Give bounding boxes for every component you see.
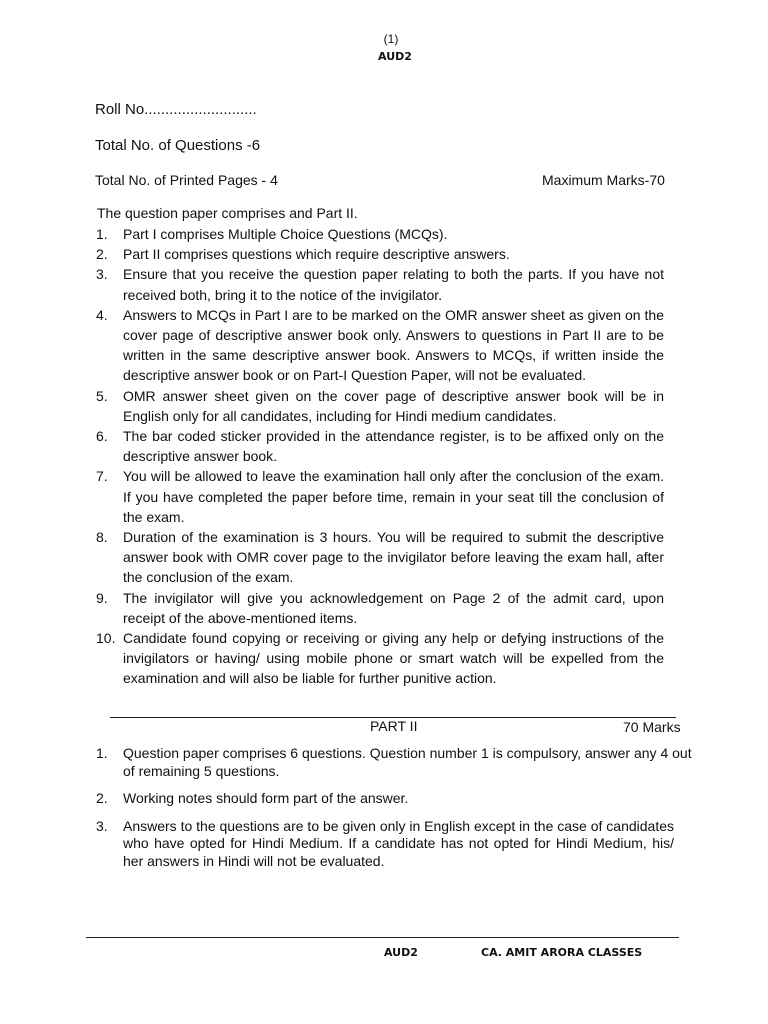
item-text: Ensure that you receive the question paper relating to both the parts. If you have not received both, bring it to the notice of the invigilator. xyxy=(123,266,664,303)
item-text: Candidate found copying or receiving or giving any help or defying instructions of the invigilators or having/ using mobile phone or smart watch will be expelled from the examination and will also be liable for further punitive action. xyxy=(123,630,664,687)
item-number: 4. xyxy=(96,306,108,323)
item-number: 2. xyxy=(96,246,108,263)
item-text: Duration of the examination is 3 hours. You will be required to submit the descriptive answer book with OMR cover page to the invigilator before leaving the exam hall, after the conclusion of the exam. xyxy=(123,529,664,586)
total-questions: Total No. of Questions -6 xyxy=(95,137,261,154)
paper-code: AUD2 xyxy=(378,50,412,63)
item-text: Part I comprises Multiple Choice Questions (MCQs). xyxy=(123,226,448,242)
list-item xyxy=(96,790,701,808)
item-number: 2. xyxy=(96,790,108,806)
item-number: 10. xyxy=(96,630,116,647)
item-number: 7. xyxy=(96,468,108,485)
item-number: 9. xyxy=(96,589,108,606)
list-item xyxy=(96,244,664,264)
list-item xyxy=(96,527,664,588)
part-title: PART II xyxy=(370,718,418,734)
list-item xyxy=(96,588,664,628)
instructions-intro: The question paper comprises and Part II. xyxy=(97,205,358,221)
item-number: 1. xyxy=(96,226,108,242)
item-number: 8. xyxy=(96,529,108,546)
instructions-list xyxy=(96,224,664,689)
list-item xyxy=(96,466,664,527)
item-text: Working notes should form part of the answer. xyxy=(123,790,409,806)
footer-paper-code: AUD2 xyxy=(384,946,418,959)
list-item xyxy=(96,224,664,244)
item-text: The invigilator will give you acknowledgement on Page 2 of the admit card, upon receipt of the above-mentioned items. xyxy=(123,589,664,626)
item-number: 3. xyxy=(96,266,108,283)
item-text: Part II comprises questions which require descriptive answers. xyxy=(123,246,510,263)
item-text: Answers to the questions are to be given only in English except in the case of candidates who have opted for Hindi Medium. If a candidate has not opted for Hindi Medium, his/ her answers in Hindi will not be evaluated. xyxy=(123,817,675,869)
list-item xyxy=(96,426,664,466)
item-number: 3. xyxy=(96,817,108,834)
list-item xyxy=(96,818,674,871)
list-item xyxy=(96,628,664,689)
list-item xyxy=(96,386,664,426)
list-item xyxy=(96,305,664,386)
item-text: Question paper comprises 6 questions. Question number 1 is compulsory, answer any 4 out of remaining 5 questions. xyxy=(123,745,692,779)
item-number: 1. xyxy=(96,745,108,761)
item-text: You will be allowed to leave the examination hall only after the conclusion of the exam. If you have completed the paper before time, remain in your seat till the conclusion of the exam. xyxy=(123,468,664,525)
item-text: OMR answer sheet given on the cover page of descriptive answer book will be in English only for all candidates, including for Hindi medium candidates. xyxy=(123,387,664,424)
list-item xyxy=(96,264,664,304)
footer-divider xyxy=(86,937,679,938)
item-number: 6. xyxy=(96,428,108,445)
printed-pages: Total No. of Printed Pages - 4 xyxy=(95,172,278,188)
page-number: (1) xyxy=(383,32,399,46)
part-marks: 70 Marks xyxy=(623,719,681,735)
item-number: 5. xyxy=(96,387,108,404)
list-item xyxy=(96,745,701,780)
item-text: The bar coded sticker provided in the attendance register, is to be affixed only on the descriptive answer book. xyxy=(123,428,664,465)
part2-instructions xyxy=(96,745,701,880)
item-text: Answers to MCQs in Part I are to be marked on the OMR answer sheet as given on the cover page of descriptive answer book only. Answers to questions in Part II are to be written in the same descriptive answer book. Answers to MCQs, if written inside the descriptive answer book or on Part-I Question Paper, will not be evaluated. xyxy=(123,306,664,384)
maximum-marks: Maximum Marks-70 xyxy=(542,172,665,188)
footer-brand: CA. AMIT ARORA CLASSES xyxy=(481,946,643,959)
roll-number-field: Roll No........................... xyxy=(95,101,257,118)
